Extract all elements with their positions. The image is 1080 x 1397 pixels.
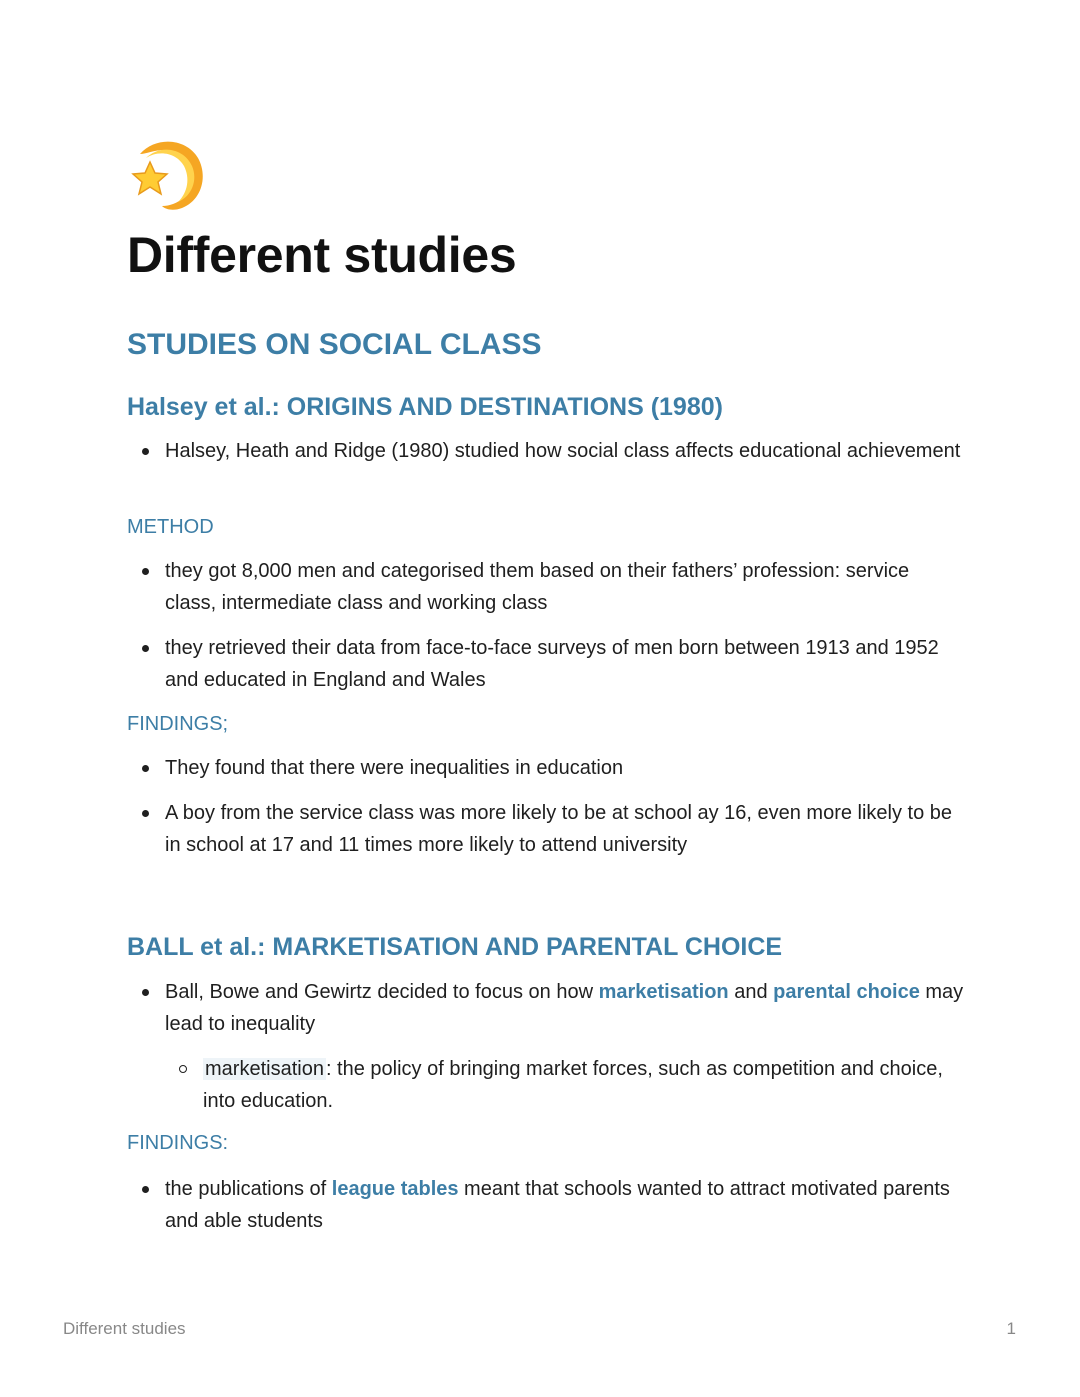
findings-label: FINDINGS; — [127, 713, 229, 735]
intro-text: may lead to inequality — [165, 981, 964, 1035]
intro-text: Ball, Bowe and Gewirtz decided to focus on how — [165, 981, 599, 1003]
list-item: Halsey, Heath and Ridge (1980) studied how social class affects educational achievement — [165, 435, 965, 467]
section-heading-social-class: STUDIES ON SOCIAL CLASS — [127, 328, 542, 361]
list-item — [165, 976, 965, 1040]
list-item: They found that there were inequalities in education — [165, 752, 965, 784]
study-heading-ball: BALL et al.: MARKETISATION AND PARENTAL CHOICE — [127, 933, 783, 961]
definition-term: marketisation — [205, 1058, 324, 1080]
finding-text: the publications of — [165, 1178, 332, 1200]
page-title: Different studies — [127, 227, 517, 283]
keyword-marketisation: marketisation — [598, 981, 729, 1003]
shooting-star-icon — [126, 134, 206, 214]
sub-list-item — [203, 1053, 943, 1117]
list-item: A boy from the service class was more likely to be at school ay 16, even more likely to be in school at 17 and 11 times more likely to attend university — [165, 797, 965, 861]
list-item: they got 8,000 men and categorised them based on their fathers’ profession: service class, intermediate class and working class — [165, 555, 965, 619]
page-number: 1 — [1006, 1319, 1016, 1338]
list-item — [165, 1173, 965, 1237]
finding-text: meant that schools wanted to attract motivated parents and able students — [165, 1178, 950, 1232]
study-heading-halsey: Halsey et al.: ORIGINS AND DESTINATIONS (1980) — [127, 393, 723, 421]
method-label: METHOD — [127, 516, 214, 538]
intro-text: and — [728, 981, 774, 1003]
footer-title: Different studies — [63, 1319, 186, 1338]
definition-text: : the policy of bringing market forces, such as competition and choice, into education. — [203, 1058, 943, 1112]
list-item: they retrieved their data from face-to-face surveys of men born between 1913 and 1952 and educated in England and Wales — [165, 632, 965, 696]
findings-label: FINDINGS: — [127, 1132, 229, 1154]
keyword-league-tables: league tables — [331, 1178, 459, 1200]
keyword-parental-choice: parental choice — [773, 981, 920, 1003]
